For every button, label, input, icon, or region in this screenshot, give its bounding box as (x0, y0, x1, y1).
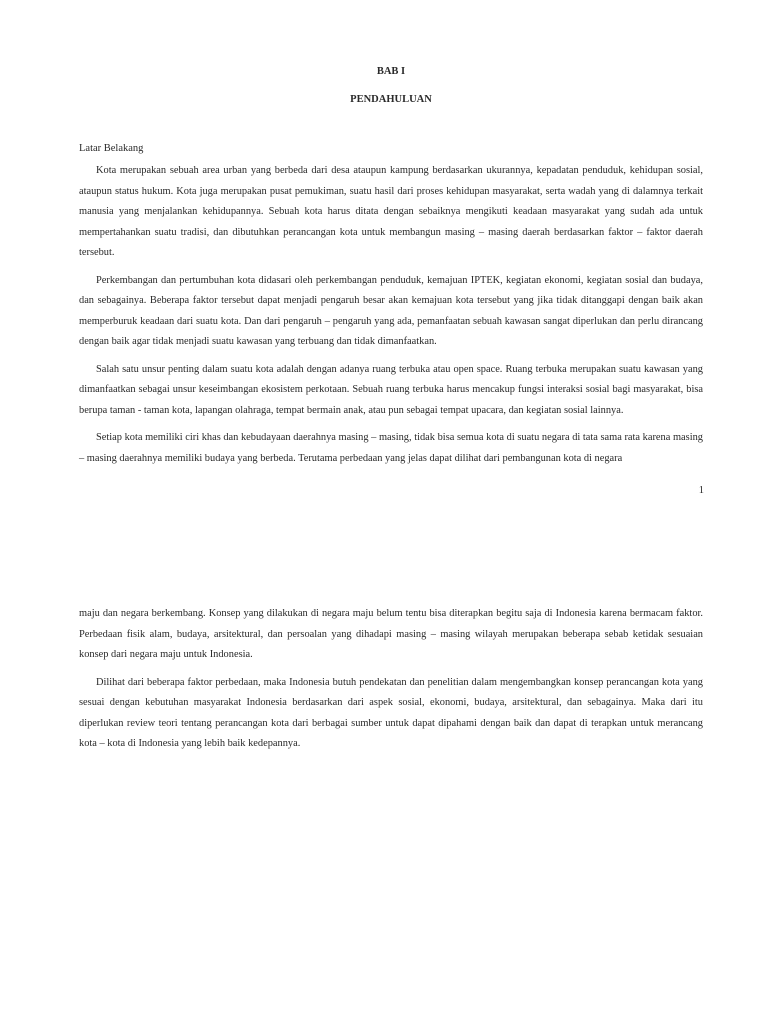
paragraph-continuation: maju dan negara berkembang. Konsep yang dilakukan di negara maju belum tentu bisa diterapkan begitu saja di Indonesia karena bermacam faktor. Perbedaan fisik alam, budaya, arsitektural, dan persoalan yang dihadapi masing – masing wilayah merupakan beberapa sebab ketidak sesuaian konsep dari negara maju untuk Indonesia. (79, 608, 703, 660)
page-2-body (79, 604, 703, 762)
chapter-number: BAB I (376, 66, 406, 77)
chapter-title: PENDAHULUAN (350, 94, 432, 105)
paragraph: Kota merupakan sebuah area urban yang berbeda dari desa ataupun kampung berdasarkan ukurannya, kepadatan penduduk, kehidupan sosial, ataupun status hukum. Kota juga merupakan pusat pemukiman, suatu hasil dari proses kehidupan masyarakat, serta wadah yang di dalamnya terkait manusia yang menjalankan kehidupannya. Sebuah kota harus ditata dengan sebaiknya mengikuti keadaan masyarakat yang sudah ada untuk mempertahankan suatu tradisi, dan dibutuhkan perancangan kota untuk membangun masing – masing daerah berdasarkan faktor – faktor daerah tersebut. (79, 165, 703, 258)
paragraph: Salah satu unsur penting dalam suatu kota adalah dengan adanya ruang terbuka atau open space. Ruang terbuka merupakan suatu kawasan yang dimanfaatkan sebagai unsur keseimbangan ekosistem perkotaan. Sebuah ruang terbuka harus mencakup fungsi interaksi sosial bagi masyarakat, bisa berupa taman - taman kota, lapangan olahraga, tempat bermain anak, atau pun sebagai tempat upacara, dan kegiatan sosial lainnya. (79, 363, 703, 416)
page-number: 1 (698, 485, 704, 496)
paragraph: Setiap kota memiliki ciri khas dan kebudayaan daerahnya masing – masing, tidak bisa semua kota di suatu negara di tata sama rata karena masing – masing daerahnya memiliki budaya yang berbeda. Terutama perbedaan yang jelas dapat dilihat dari pembangunan kota di negara (79, 432, 703, 464)
page-1-body (79, 161, 703, 476)
paragraph: Dilihat dari beberapa faktor perbedaan, maka Indonesia butuh pendekatan dan penelitian dalam mengembangkan konsep perancangan kota yang sesuai dengan kebutuhan masyarakat Indonesia berdasarkan dari aspek sosial, ekonomi, budaya, arsitektural, dan sebagainya. Maka dari itu diperlukan review teori tentang perancangan kota dari berbagai sumber untuk dapat dipahami dengan baik dan dapat di terapkan untuk merancang kota – kota di Indonesia yang lebih baik kedepannya. (79, 676, 703, 749)
section-heading: Latar Belakang (79, 143, 144, 154)
document-page-2 (0, 512, 768, 1024)
paragraph: Perkembangan dan pertumbuhan kota didasari oleh perkembangan penduduk, kemajuan IPTEK, kegiatan ekonomi, kegiatan sosial dan budaya, dan sebagainya. Beberapa faktor tersebut dapat menjadi pengaruh besar akan kemajuan kota tersebut yang jika tidak ditanggapi dengan baik akan memperburuk keadaan dari suatu kota. Dan dari pengaruh – pengaruh yang ada, pemanfaatan sebuah kawasan sangat diperlukan dan perlu dirancang dengan baik agar tidak menjadi suatu kawasan yang terbuang dan tidak dimanfaatkan. (79, 274, 703, 347)
